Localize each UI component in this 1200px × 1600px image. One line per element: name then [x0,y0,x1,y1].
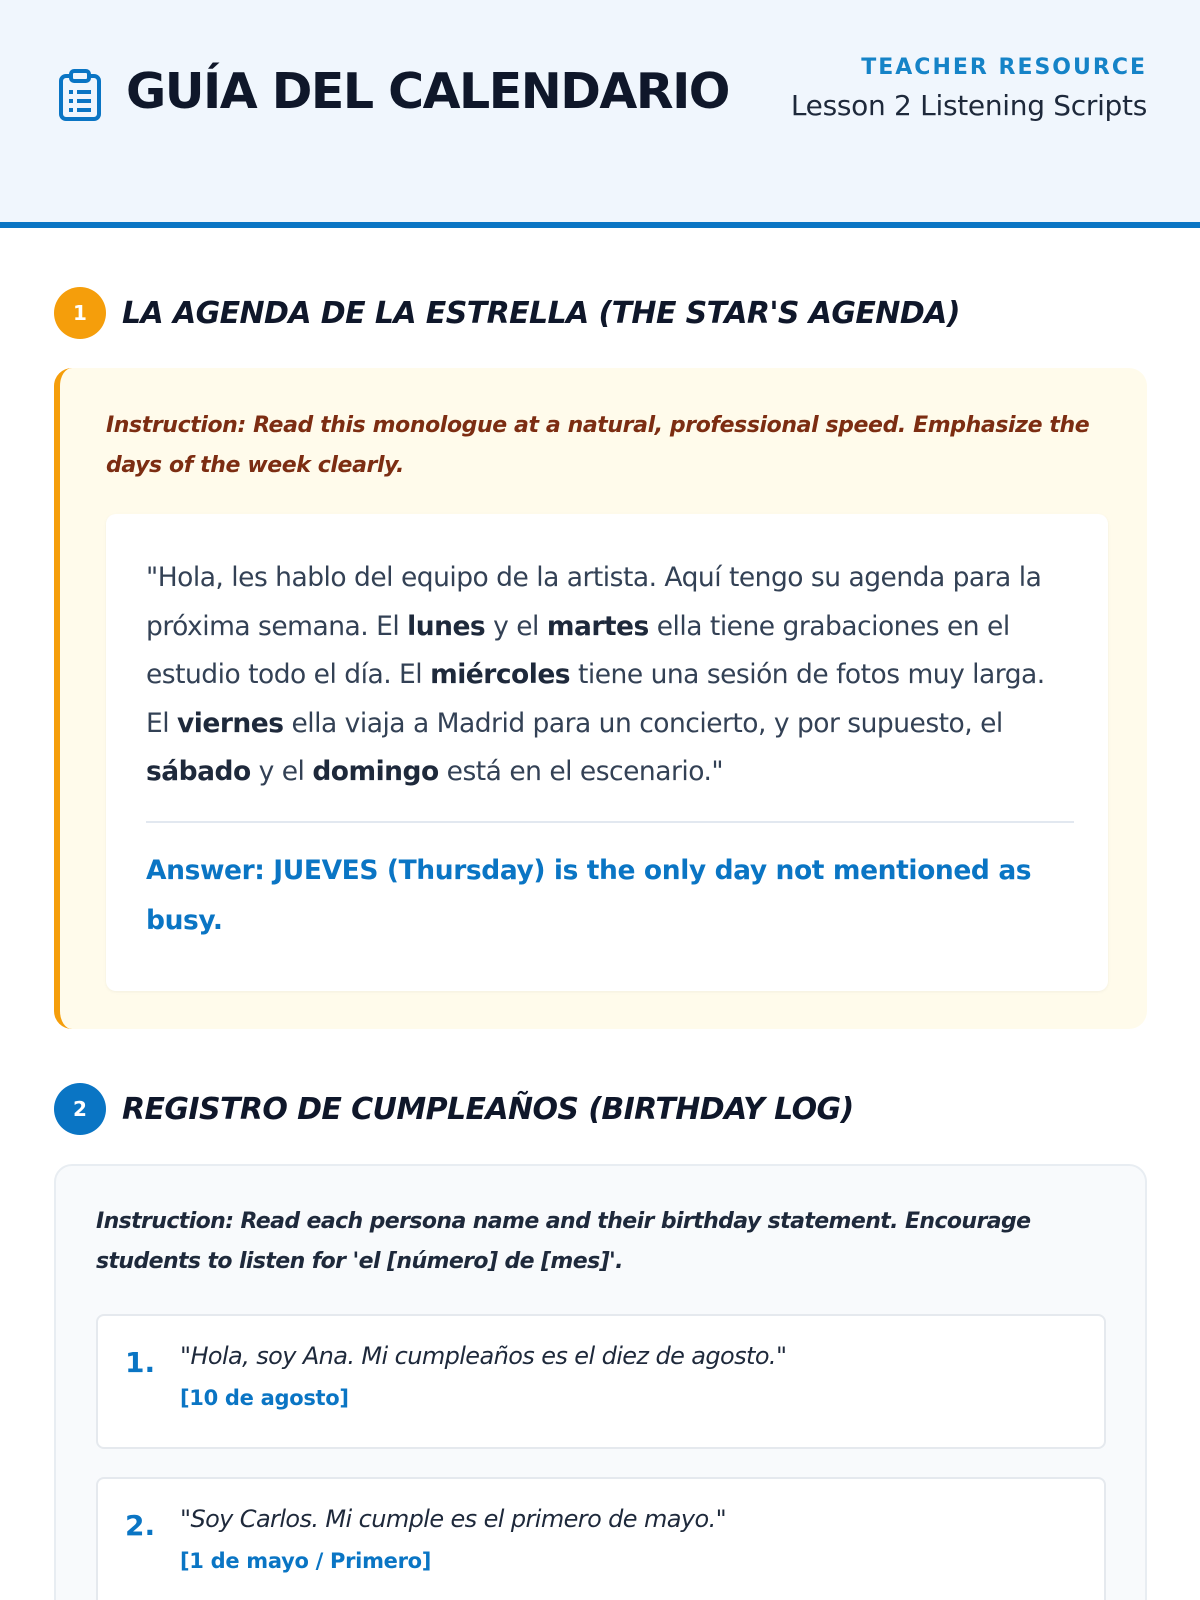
script-text: tiene una sesión de fotos muy larga. El [146,659,1045,739]
script-text: ella viaja a Madrid para un concierto, y por supuesto, el [283,707,1003,739]
script-text: está en el escenario." [438,756,724,787]
script-text: ella tiene grabaciones en el estudio todo el día. El [146,610,1010,690]
script-divider [146,821,1074,823]
birthday-card [54,1164,1147,1600]
birthday-instruction: Instruction: Read each persona name and their birthday statement. Encourage students to listen for 'el [número] de [mes]'. [96,1209,1031,1274]
resource-kicker: TEACHER RESOURCE [861,55,1147,80]
script-text: y el [485,610,547,642]
agenda-answer: Answer: JUEVES (Thursday) is the only day not mentioned as busy. [146,855,1032,936]
agenda-card [54,368,1147,1029]
birthday-item-answer: [1 de mayo / Primero] [180,1549,432,1573]
section-1-title: LA AGENDA DE LA ESTRELLA (THE STAR'S AGENDA) [122,295,960,331]
agenda-monologue [146,554,1071,797]
header-meta [791,54,1147,128]
day-miercoles: miércoles [430,659,571,690]
script-text: "Hola, les hablo del equipo de la artista. Aquí tengo su agenda para la próxima semana. El [146,562,1042,642]
day-domingo: domingo [312,756,439,787]
day-martes: martes [546,610,649,642]
birthday-item-quote: "Soy Carlos. Mi cumple es el primero de mayo." [180,1505,727,1533]
clipboard-icon [57,68,103,122]
day-sabado: sábado [146,756,251,787]
lesson-subtitle: Lesson 2 Listening Scripts [790,89,1147,122]
section-1-heading [54,287,960,339]
script-text: y el [250,756,313,787]
section-2-heading [54,1083,854,1135]
section-1-number-badge: 1 [54,287,106,339]
birthday-item [96,1314,1106,1449]
birthday-item-number: 1. [125,1346,156,1379]
section-2-title: REGISTRO DE CUMPLEAÑOS (BIRTHDAY LOG) [122,1091,854,1127]
birthday-item-answer: [10 de agosto] [180,1386,349,1410]
section-2-number-badge: 2 [54,1083,106,1135]
birthday-item-number: 2. [125,1509,156,1542]
day-viernes: viernes [177,707,284,739]
day-lunes: lunes [407,610,486,642]
page-header [0,0,1200,228]
page-title: GUÍA DEL CALENDARIO [126,63,729,120]
agenda-instruction: Instruction: Read this monologue at a natural, professional speed. Emphasize the days of the week clearly. [106,413,1090,478]
agenda-script-box [106,514,1108,991]
birthday-item-quote: "Hola, soy Ana. Mi cumpleaños es el diez de agosto." [180,1342,787,1370]
birthday-item [96,1477,1106,1600]
